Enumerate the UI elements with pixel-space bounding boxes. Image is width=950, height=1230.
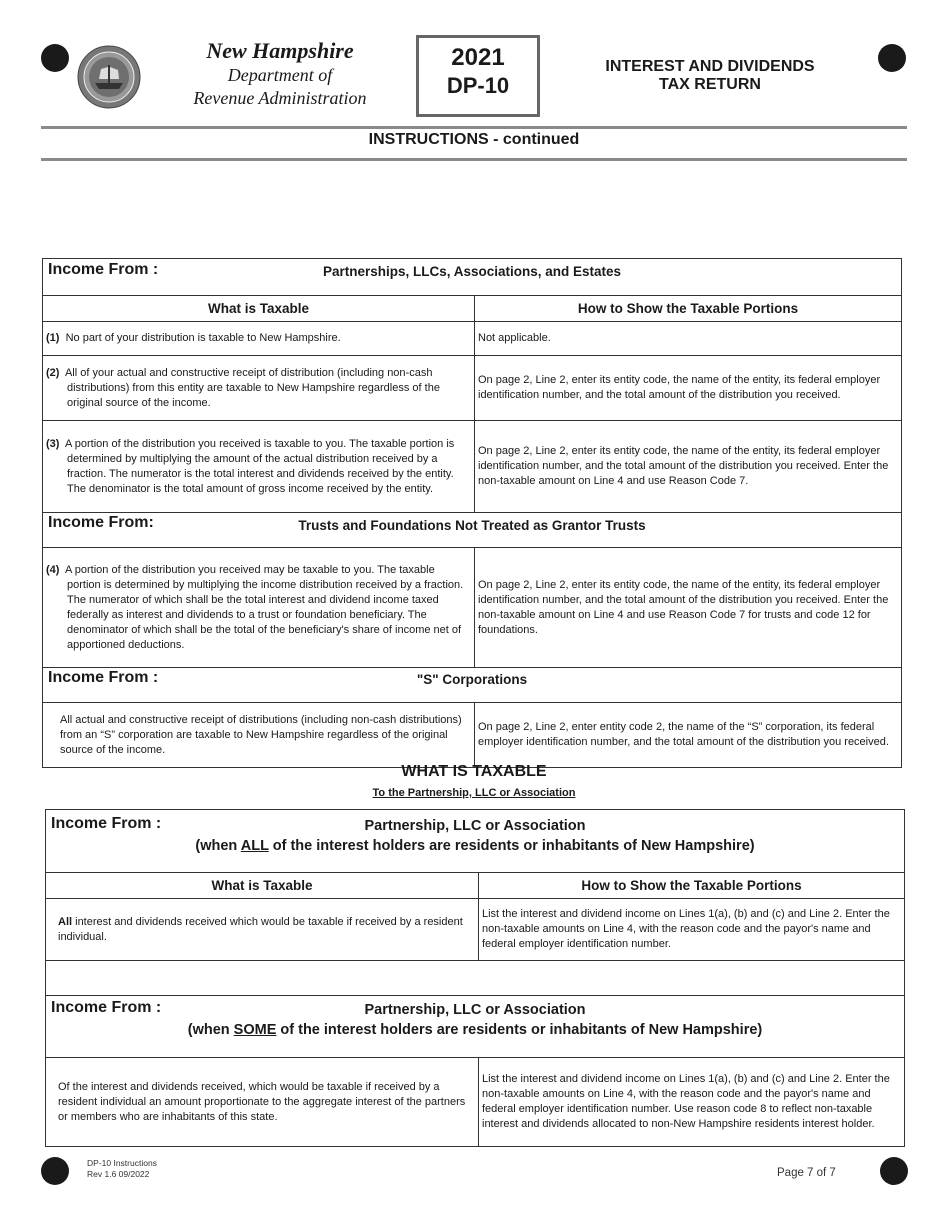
condition-key: SOME bbox=[233, 1022, 277, 1038]
entity-title: Partnership, LLC or Association bbox=[364, 1002, 586, 1018]
table-row bbox=[43, 421, 902, 513]
table-row bbox=[43, 703, 902, 768]
entity-title: Partnership, LLC or Association bbox=[364, 818, 586, 834]
taxable-cell bbox=[43, 322, 475, 356]
condition-line bbox=[49, 1023, 901, 1038]
taxable-text: interest and dividends received which would be taxable if received by a resident individual. bbox=[58, 915, 463, 943]
income-source-title: Partnerships, LLCs, Associations, and Estates bbox=[322, 264, 622, 279]
income-from-label: Income From : bbox=[48, 669, 159, 686]
taxable-cell bbox=[43, 548, 475, 668]
income-from-label: Income From: bbox=[48, 514, 154, 531]
column-header-show: How to Show the Taxable Portions bbox=[475, 296, 902, 322]
income-from-header bbox=[46, 996, 905, 1058]
taxable-cell bbox=[43, 356, 475, 421]
condition-line bbox=[49, 839, 901, 854]
form-title bbox=[585, 58, 835, 94]
agency-name bbox=[165, 38, 395, 110]
registration-mark bbox=[41, 44, 69, 72]
registration-mark bbox=[878, 44, 906, 72]
form-number: DP-10 bbox=[446, 73, 510, 98]
taxable-text: A portion of the distribution you received may be taxable to you. The taxable portion is determined by multiplying the income distribution received by a fraction. The numerator of which shall be the total interest and dividend income taxed federally as interest and dividends to a trust or foundation beneficiary. The denominator of which shall be the total of the beneficiary's share of income net of apportioned deductions. bbox=[64, 563, 464, 651]
row-number: (2) bbox=[46, 366, 60, 379]
page-number: Page 7 of 7 bbox=[777, 1167, 836, 1179]
show-cell: On page 2, Line 2, enter its entity code, the name of the entity, its federal employer identification number, and the total amount of the distribution you received. bbox=[475, 356, 902, 421]
income-from-label: Income From : bbox=[51, 815, 162, 832]
condition-pre: (when bbox=[195, 838, 241, 854]
divider bbox=[41, 126, 907, 129]
spacer-row bbox=[46, 961, 905, 996]
state-seal-icon bbox=[77, 45, 141, 109]
what-is-taxable-heading: WHAT IS TAXABLE bbox=[401, 763, 547, 780]
taxable-text: A portion of the distribution you received is taxable to you. The taxable portion is determined by multiplying the amount of the actual distribution received by a fraction. The numerator is the total interest and dividends received by the entity. The denominator is the total amount of gross income received by the entity. bbox=[64, 437, 455, 495]
column-header-taxable: What is Taxable bbox=[46, 873, 479, 899]
taxable-cell: Of the interest and dividends received, which would be taxable if received by a resident individual an amount proportionate to the aggregate interest of the partners or members who are inhabitants of this state. bbox=[46, 1058, 479, 1147]
section-title: INSTRUCTIONS - continued bbox=[368, 131, 580, 148]
form-id-box bbox=[416, 35, 540, 117]
taxable-cell: All actual and constructive receipt of distributions (including non-cash distributions) from an “S” corporation are taxable to New Hampshire regardless of the original source of the income. bbox=[43, 703, 475, 768]
show-cell: Not applicable. bbox=[475, 322, 902, 356]
registration-mark bbox=[41, 1157, 69, 1185]
income-from-header bbox=[43, 513, 902, 548]
footer-doc-name: DP-10 Instructions bbox=[87, 1158, 157, 1168]
income-from-label: Income From : bbox=[51, 999, 162, 1016]
income-source-table bbox=[42, 258, 902, 768]
agency-line1: Department of bbox=[227, 65, 333, 85]
condition-post: of the interest holders are residents or inhabitants of New Hampshire) bbox=[268, 838, 755, 854]
show-cell: List the interest and dividend income on Lines 1(a), (b) and (c) and Line 2. Enter the non-taxable amounts on Line 4, with the reason code and the payor's name and federal employer identification number. Use reason code 8 to reflect non-taxable interest and dividends allocated to non-New Hampshire residents interest holder. bbox=[479, 1058, 905, 1147]
taxable-cell bbox=[46, 899, 479, 961]
registration-mark bbox=[880, 1157, 908, 1185]
agency-line2: Revenue Administration bbox=[193, 88, 367, 108]
income-source-title: "S" Corporations bbox=[416, 672, 528, 687]
income-from-header bbox=[46, 810, 905, 873]
income-from-header bbox=[43, 668, 902, 703]
show-cell: On page 2, Line 2, enter its entity code, the name of the entity, its federal employer identification number, and the total amount of the distribution you received. Enter the non-taxable amount on Line 4 and use Reason Code 7 for trusts and code 12 for foundations. bbox=[475, 548, 902, 668]
form-title-line2: TAX RETURN bbox=[659, 76, 761, 93]
subheading-text: To the Partnership, LLC or Association bbox=[372, 787, 576, 799]
taxable-cell bbox=[43, 421, 475, 513]
show-cell: On page 2, Line 2, enter its entity code, the name of the entity, its federal employer identification number, and the total amount of the distribution you received. Enter the non-taxable amount on Line 4 and use Reason Code 7. bbox=[475, 421, 902, 513]
show-cell: List the interest and dividend income on Lines 1(a), (b) and (c) and Line 2. Enter the non-taxable amounts on Line 4, with the reason code and the payor's name and federal employer identification number. bbox=[479, 899, 905, 961]
condition-key: ALL bbox=[240, 838, 269, 854]
form-year: 2021 bbox=[451, 44, 505, 71]
row-number: (1) bbox=[46, 332, 60, 344]
row-number: (3) bbox=[46, 437, 60, 450]
partnership-table bbox=[45, 809, 905, 1147]
column-header-show: How to Show the Taxable Portions bbox=[479, 873, 905, 899]
spacer-cell bbox=[46, 961, 905, 996]
row-number: (4) bbox=[46, 563, 60, 576]
income-source-title: Trusts and Foundations Not Treated as Grantor Trusts bbox=[298, 518, 646, 533]
footer-revision: Rev 1.6 09/2022 bbox=[87, 1169, 150, 1179]
table-row bbox=[46, 899, 905, 961]
table-row bbox=[43, 548, 902, 668]
table-row bbox=[46, 1058, 905, 1147]
taxable-bold: All bbox=[58, 915, 73, 928]
column-header-taxable: What is Taxable bbox=[43, 296, 475, 322]
taxable-text: All of your actual and constructive receipt of distribution (including non-cash distributions) from this entity are taxable to New Hampshire regardless of the original source of the income. bbox=[64, 366, 440, 409]
condition-pre: (when bbox=[187, 1022, 234, 1038]
what-is-taxable-subheading bbox=[41, 787, 907, 799]
divider bbox=[41, 158, 907, 161]
table-row bbox=[43, 322, 902, 356]
form-title-line1: INTEREST AND DIVIDENDS bbox=[605, 58, 815, 75]
agency-state: New Hampshire bbox=[206, 38, 354, 63]
condition-post: of the interest holders are residents or inhabitants of New Hampshire) bbox=[276, 1022, 763, 1038]
footer-doc-info bbox=[87, 1158, 157, 1180]
income-from-label: Income From : bbox=[48, 261, 159, 278]
income-from-header bbox=[43, 259, 902, 296]
taxable-text: No part of your distribution is taxable to New Hampshire. bbox=[65, 332, 341, 344]
table-row bbox=[43, 356, 902, 421]
show-cell: On page 2, Line 2, enter entity code 2, the name of the “S” corporation, its federal employer identification number, and the total amount of the distribution you received. bbox=[475, 703, 902, 768]
